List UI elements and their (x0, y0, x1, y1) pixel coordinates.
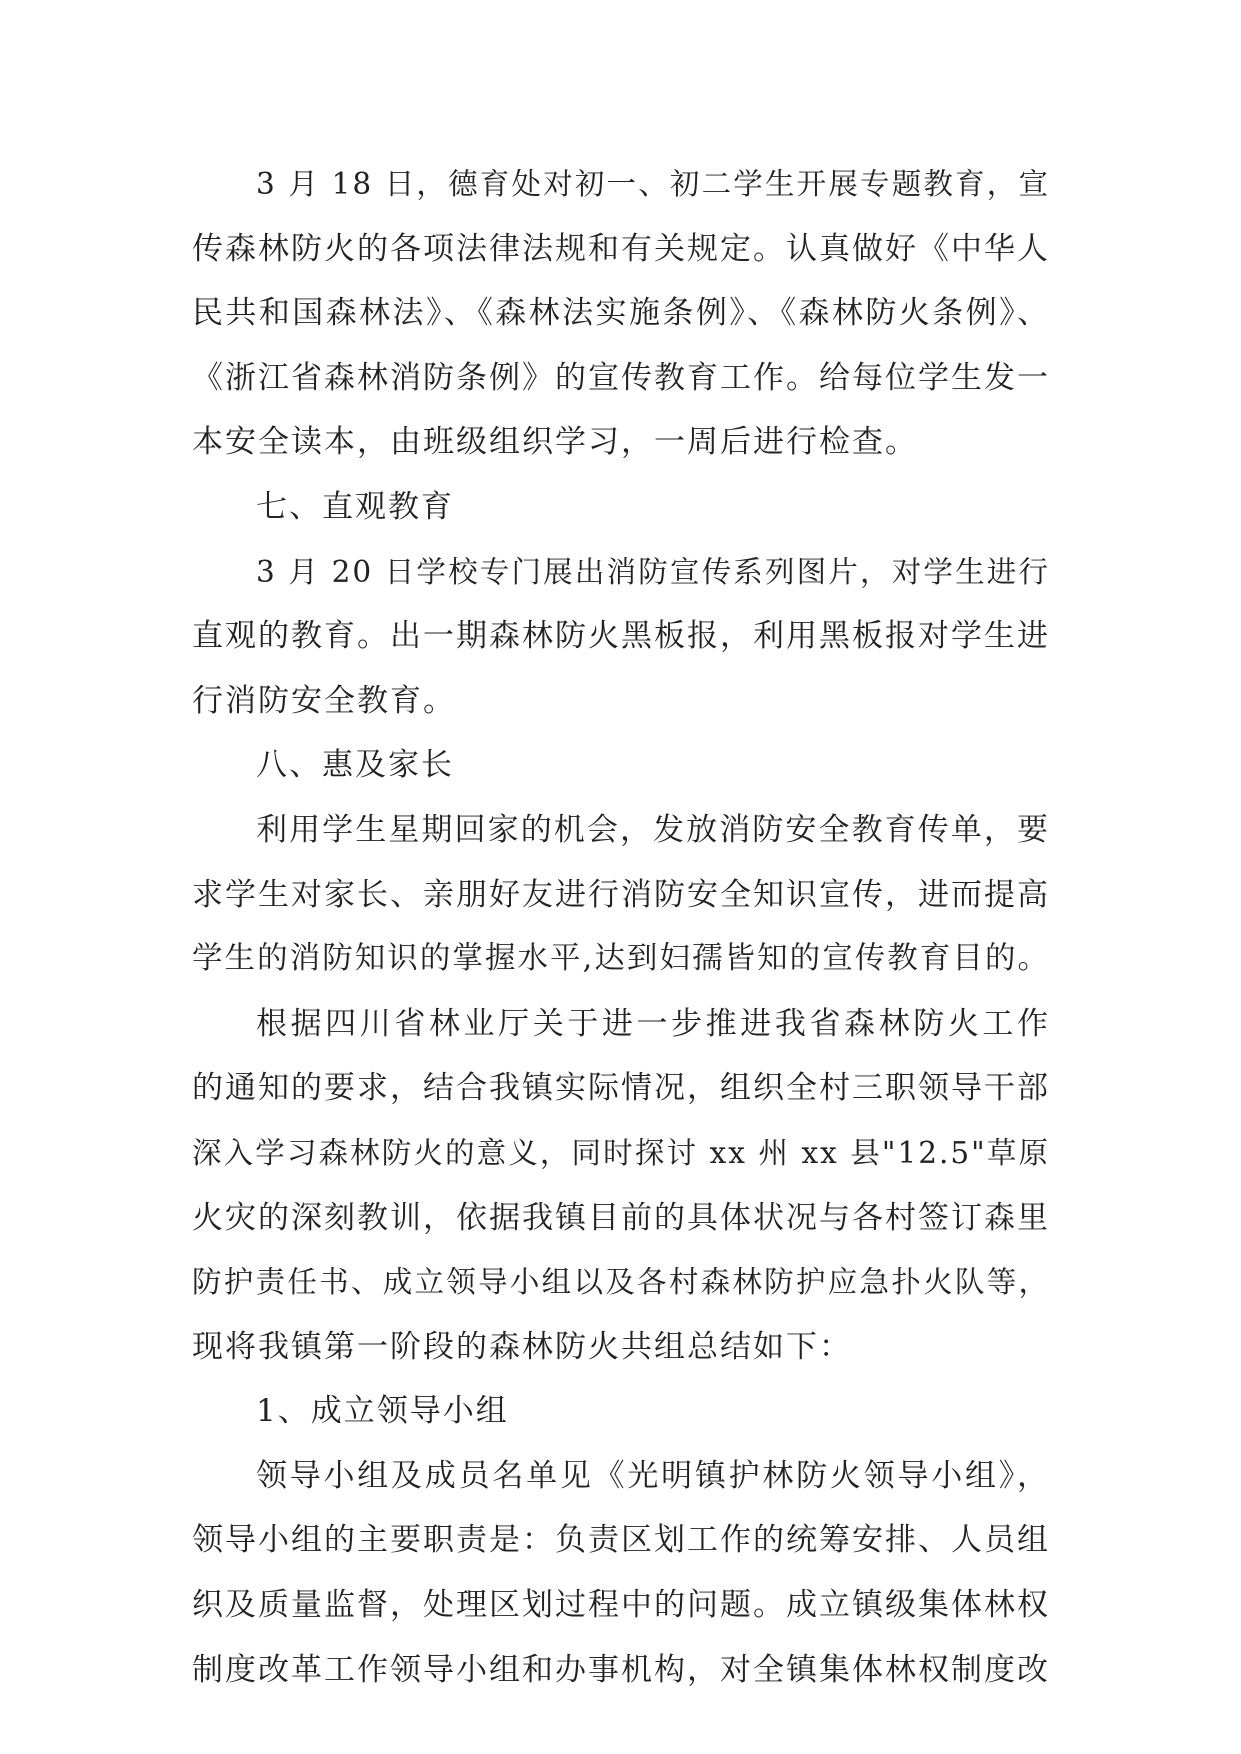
text-line: 领导小组的主要职责是：负责区划工作的统筹安排、人员组 (192, 1522, 1050, 1559)
text-line: 的通知的要求，结合我镇实际情况，组织全村三职领导干部 (192, 1070, 1050, 1107)
document-body (192, 152, 1050, 1702)
text-line: 1、成立领导小组 (256, 1393, 509, 1430)
text-line: 求学生对家长、亲朋好友进行消防安全知识宣传，进而提高 (192, 876, 1050, 913)
text-line: 学生的消防知识的掌握水平,达到妇孺皆知的宣传教育目的。 (192, 941, 1050, 977)
text-line: 3 月 20 日学校专门展出消防宣传系列图片，对学生进行 (256, 554, 1050, 589)
text-line: 《浙江省森林消防条例》的宣传教育工作。给每位学生发一 (192, 359, 1050, 396)
text-line: 深入学习森林防火的意义，同时探讨 xx 州 xx 县"12.5"草原 (192, 1135, 1050, 1170)
text-line: 传森林防火的各项法律法规和有关规定。认真做好《中华人 (192, 230, 1050, 267)
text-line: 制度改革工作领导小组和办事机构，对全镇集体林权制度改 (192, 1651, 1050, 1688)
text-line: 根据四川省林业厅关于进一步推进我省森林防火工作 (256, 1005, 1050, 1042)
text-line: 织及质量监督，处理区划过程中的问题。成立镇级集体林权 (192, 1587, 1050, 1624)
text-line: 八、惠及家长 (256, 747, 454, 784)
text-line: 现将我镇第一阶段的森林防火共组总结如下： (192, 1328, 852, 1365)
text-line: 防护责任书、成立领导小组以及各村森林防护应急扑火队等， (192, 1265, 1050, 1300)
text-line: 七、直观教育 (256, 488, 454, 525)
text-line: 直观的教育。出一期森林防火黑板报，利用黑板报对学生进 (192, 618, 1050, 655)
text-line: 利用学生星期回家的机会，发放消防安全教育传单，要 (256, 811, 1050, 848)
text-line: 领导小组及成员名单见《光明镇护林防火领导小组》， (256, 1457, 1050, 1494)
text-line: 民共和国森林法》、《森林法实施条例》、《森林防火条例》、 (192, 295, 1050, 332)
text-line: 火灾的深刻教训，依据我镇目前的具体状况与各村签订森里 (192, 1199, 1050, 1236)
text-line: 本安全读本，由班级组织学习，一周后进行检查。 (192, 424, 918, 461)
text-line: 行消防安全教育。 (192, 682, 456, 719)
text-line: 3 月 18 日，德育处对初一、初二学生开展专题教育，宣 (256, 167, 1050, 201)
